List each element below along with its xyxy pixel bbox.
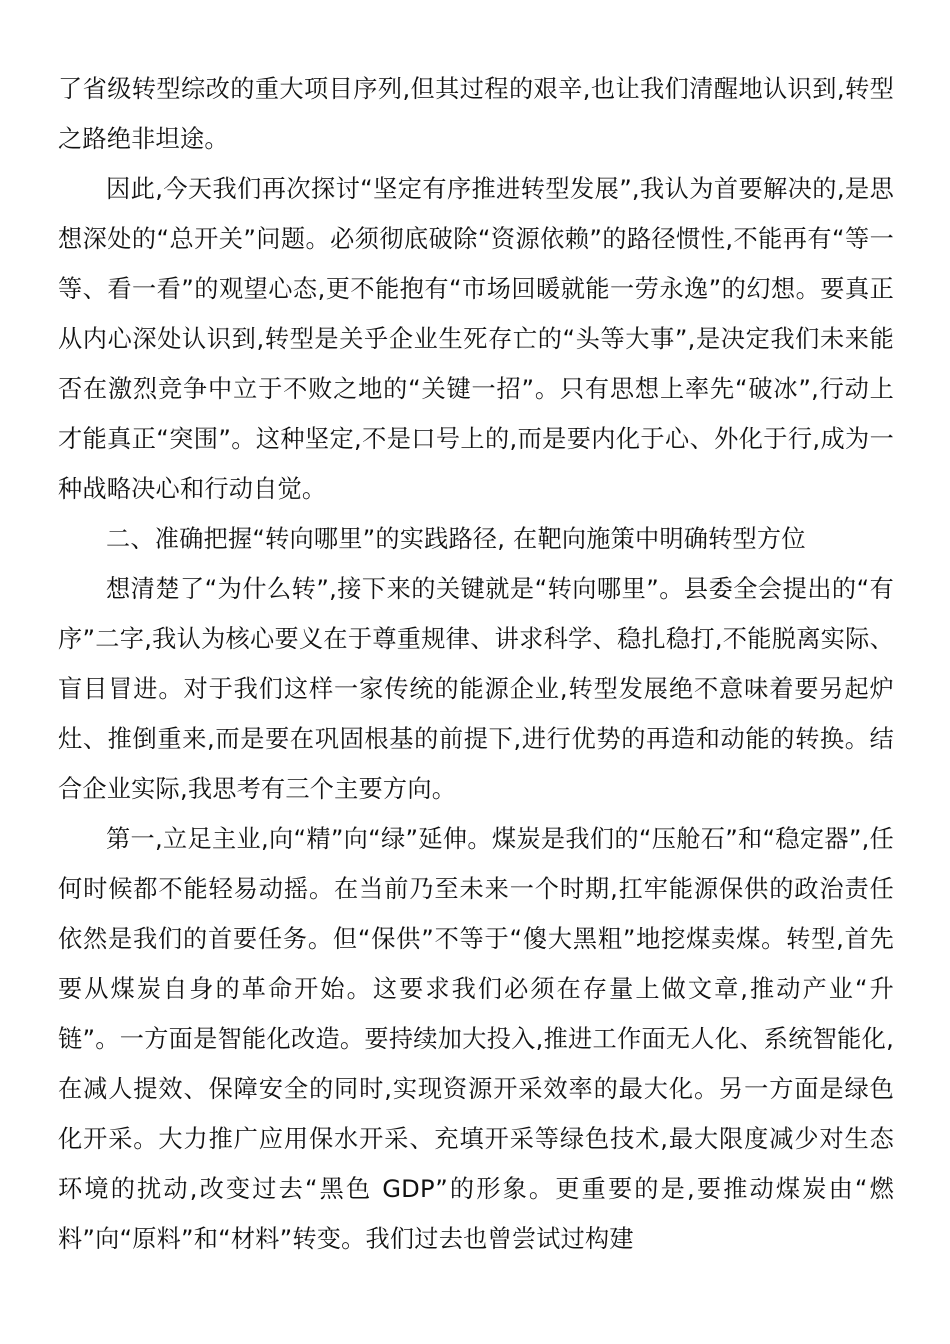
paragraph-continuation: 了省级转型综改的重大项目序列,但其过程的艰辛,也让我们清醒地认识到,转型之路绝非坦途。 (58, 75, 894, 153)
section-heading-2: 二、准确把握“转向哪里”的实践路径, 在靶向施策中明确转型方位 (106, 525, 806, 553)
document-page (58, 64, 894, 1264)
paragraph-direction: 想清楚了“为什么转”,接下来的关键就是“转向哪里”。县委全会提出的“有序”二字,我认为核心要义在于尊重规律、讲求科学、稳扎稳打,不能脱离实际、盲目冒进。对于我们这样一家传统的能源企业,转型发展绝不意味着要另起炉灶、推倒重来,而是要在巩固根基的前提下,进行优势的再造和动能的转换。结合企业实际,我思考有三个主要方向。 (58, 575, 894, 803)
paragraph-first-point: 第一,立足主业,向“精”向“绿”延伸。煤炭是我们的“压舱石”和“稳定器”,任何时候都不能轻易动摇。在当前乃至未来一个时期,扛牢能源保供的政治责任依然是我们的首要任务。但“保供”不等于“傻大黑粗”地挖煤卖煤。转型,首先要从煤炭自身的革命开始。这要求我们必须在存量上做文章,推动产业“升链”。一方面是智能化改造。要持续加大投入,推进工作面无人化、系统智能化,在减人提效、保障安全的同时,实现资源开采效率的最大化。另一方面是绿色化开采。大力推广应用保水开采、充填开采等绿色技术,最大限度减少对生态环境的扰动,改变过去“黑色 GDP”的形象。更重要的是,要推动煤炭由“燃料”向“原料”和“材料”转变。我们过去也曾尝试过构建 (58, 825, 894, 1253)
paragraph-ideology: 因此,今天我们再次探讨“坚定有序推进转型发展”,我认为首要解决的,是思想深处的“总开关”问题。必须彻底破除“资源依赖”的路径惯性,不能再有“等一等、看一看”的观望心态,更不能抱有“市场回暖就能一劳永逸”的幻想。要真正从内心深处认识到,转型是关乎企业生死存亡的“头等大事”,是决定我们未来能否在激烈竞争中立于不败之地的“关键一招”。只有思想上率先“破冰”,行动上才能真正“突围”。这种坚定,不是口号上的,而是要内化于心、外化于行,成为一种战略决心和行动自觉。 (58, 175, 894, 503)
